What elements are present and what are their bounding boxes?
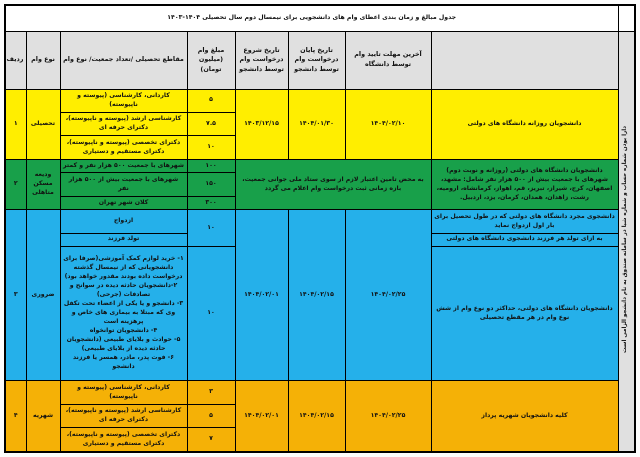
- header-levels: مقاطع تحصیلی /تعداد جمعیت/ نوع وام: [60, 31, 187, 89]
- row2-amount-3: ۳۰۰: [187, 196, 235, 209]
- row3-number: ۳: [5, 210, 26, 381]
- row3-description-marriage: دانشجوی مجرد دانشگاه های دولتی که در طول تحصیل برای بار اول ازدواج نماید: [431, 210, 618, 233]
- row3-item-list: [60, 247, 187, 381]
- row3-start-date: ۱۴۰۴/۰۲/۰۱: [235, 210, 288, 381]
- table-row-3: [5, 210, 635, 233]
- table-row-1: [5, 89, 635, 112]
- row1-amount-1: ۵: [187, 89, 235, 112]
- row3-end-date: ۱۴۰۴/۰۲/۱۵: [288, 210, 345, 381]
- row3-loan-type: ضروری: [26, 210, 60, 381]
- row4-amount-3: ۷: [187, 428, 235, 452]
- header-start-date: تاریخ شروع درخواست وام توسط دانشجو: [235, 31, 288, 89]
- row4-loan-type: شهریه: [26, 381, 60, 452]
- row3-list-item-4: ۴- دانشجویان توانخواه: [89, 327, 158, 335]
- row1-amount-2: ۷.۵: [187, 112, 235, 135]
- row2-level-3: کلان شهر تهران: [60, 196, 187, 209]
- row3-list-item-6: ۶- فوت پدر، مادر، همسر یا فرزند دانشجو: [72, 354, 175, 371]
- row4-level-3: دکترای تخصصی (پیوسته و ناپیوسته)، دکترای مستقیم و دستیاری: [60, 428, 187, 452]
- row1-description: دانشجویان روزانه دانشگاه های دولتی: [431, 89, 618, 159]
- row3-list-item-2: ۲-دانشجویان حادثه دیده در سوانح و تصادفات (جرحی): [69, 282, 178, 299]
- row4-amount-1: ۳: [187, 381, 235, 404]
- row3-confirm-deadline: ۱۴۰۴/۰۲/۲۵: [345, 210, 431, 381]
- row1-confirm-deadline: ۱۴۰۴/۰۲/۱۰: [345, 89, 431, 159]
- row1-loan-type: تحصیلی: [26, 89, 60, 159]
- side-note-vertical: [618, 31, 635, 452]
- title-spacer: [618, 5, 635, 31]
- row4-end-date: ۱۴۰۴/۰۲/۱۵: [288, 381, 345, 452]
- row4-amount-2: ۵: [187, 404, 235, 427]
- row2-level-2: شهرهای با جمعیت بیش از ۵۰۰ هزار نفر: [60, 173, 187, 196]
- row1-end-date: ۱۴۰۴/۰۱/۳۰: [288, 89, 345, 159]
- row2-loan-type: ودیعه مسکن متاهلی: [26, 159, 60, 209]
- table-header-row: [5, 31, 635, 89]
- row2-amount-2: ۱۵۰: [187, 173, 235, 196]
- header-row-number-text: ردیف: [6, 55, 24, 64]
- row4-number: ۴: [5, 381, 26, 452]
- row3-description-childbirth: به ازای تولد هر فرزند دانشجوی دانشگاه های دولتی: [431, 233, 618, 246]
- row3-description-other: دانشجویان دانشگاه های دولتی، حداکثر دو نوع وام از شش نوع وام در هر مقطع تحصیلی: [431, 247, 618, 381]
- row1-number: ۱: [5, 89, 26, 159]
- row3-item-childbirth: تولد فرزند: [60, 233, 187, 246]
- row4-start-date: ۱۴۰۴/۰۲/۰۱: [235, 381, 288, 452]
- row2-level-1: شهرهای با جمعیت ۵۰۰ هزار نفر و کمتر: [60, 159, 187, 172]
- header-amount: مبلغ وام (میلیون تومان): [187, 31, 235, 89]
- row2-amount-1: ۱۰۰: [187, 159, 235, 172]
- row4-confirm-deadline: ۱۴۰۴/۰۲/۲۵: [345, 381, 431, 452]
- row3-list-item-3: ۳- دانشجو و یا یکی از اعضاء تحت تکفل وی که مبتلا به بیماری های خاص و پرهزینه است: [63, 300, 184, 326]
- table-row-4: [5, 381, 635, 404]
- loan-schedule-table: [4, 4, 636, 453]
- row3-item-marriage: ازدواج: [60, 210, 187, 233]
- row1-level-3: دکترای تخصصی (پیوسته و ناپیوسته)، دکترای مستقیم و دستیاری: [60, 136, 187, 159]
- row3-amount-marriage: ۱۰: [187, 210, 235, 247]
- row4-level-2: کارشناسی ارشد (پیوسته و ناپیوسته)، دکترای حرفه ای: [60, 404, 187, 427]
- row1-level-2: کارشناسی ارشد (پیوسته و ناپیوسته)، دکترای حرفه ای: [60, 112, 187, 135]
- header-loan-type: نوع وام: [26, 31, 60, 89]
- row1-start-date: ۱۴۰۳/۱۲/۱۵: [235, 89, 288, 159]
- page-title: جدول مبالغ و زمان بندی اعطای وام های دانشجویی برای نیمسال دوم سال تحصیلی ۱۴۰۴-۱۴۰۳: [5, 5, 618, 31]
- row4-level-1: کاردانی، کارشناسی (پیوسته و ناپیوسته): [60, 381, 187, 404]
- row3-list-item-1: ۱- خرید لوازم کمک آموزشی(صرفا برای دانشجویانی که از نیمسال گذشته درخواست داده بودند مقدور خواهد بود): [63, 255, 184, 281]
- header-end-date: تاریخ پایان درخواست وام توسط دانشجو: [288, 31, 345, 89]
- table-row-2: [5, 159, 635, 172]
- row1-amount-3: ۱۰: [187, 136, 235, 159]
- row2-description: دانشجویان دانشگاه های دولتی (روزانه و نوبت دوم) شهرهای با جمعیت بیش از ۵۰۰ هزار نفر شامل: مشهد، اصفهان، کرج، شیراز، تبریز، قم، اهواز، کرمانشاه، ارومیه، رشت، زاهدان، همدان، کرمان، یزد، اردبیل.: [431, 159, 618, 209]
- title-row: [5, 5, 635, 31]
- header-row-number: [5, 31, 26, 89]
- row2-note: به محض تامین اعتبار لازم از سوی ستاد ملی جوانی جمعیت، بازه زمانی ثبت درخواست وام اعلام می گردد: [235, 159, 431, 209]
- row4-description: کلیه دانشجویان شهریه پرداز: [431, 381, 618, 452]
- row3-list-item-5: ۵- حوادث و بلایای طبیعی (دانشجویان حادثه دیده از بلایای طبیعی): [66, 336, 181, 353]
- row3-amount-other: ۱۰: [187, 247, 235, 381]
- row2-number: ۲: [5, 159, 26, 209]
- header-description: [431, 31, 618, 89]
- side-note-text: دارا بودن شماره حساب و شماره شبا در سامانه صندوق به نام دانشجو الزامی است: [622, 125, 629, 353]
- header-confirm-deadline: آخرین مهلت تایید وام توسط دانشگاه: [345, 31, 431, 89]
- row1-level-1: کاردانی، کارشناسی (پیوسته و ناپیوسته): [60, 89, 187, 112]
